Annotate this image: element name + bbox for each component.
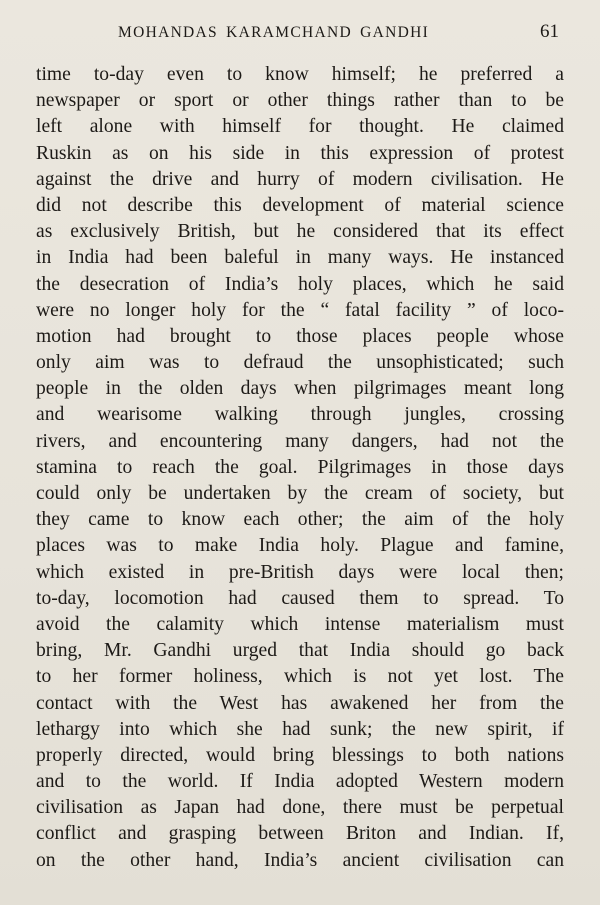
text-line: could only be undertaken by the cream of society, but: [36, 483, 564, 504]
text-line: motion had brought to those places people whose: [36, 325, 564, 347]
text-line: stamina to reach the goal. Pilgrimages in those days: [36, 456, 564, 478]
text-line: against the drive and hurry of modern civilisation. He: [36, 168, 564, 190]
text-line: to her former holiness, which is not yet lost. The: [36, 666, 564, 688]
text-line: time to-day even to know himself; he preferred a: [36, 64, 564, 85]
text-line: and wearisome walking through jungles, crossing: [36, 404, 564, 426]
text-line: which existed in pre-British days were local then;: [36, 561, 564, 583]
text-line: did not describe this development of material science: [36, 194, 564, 216]
text-line: people in the olden days when pilgrimages meant long: [36, 378, 564, 400]
text-line: as exclusively British, but he considered that its effect: [36, 221, 564, 243]
text-line: left alone with himself for thought. He claimed: [36, 116, 564, 138]
page-header: [0, 18, 600, 48]
text-line: bring, Mr. Gandhi urged that India should go back: [36, 640, 564, 662]
text-line: rivers, and encountering many dangers, had not the: [36, 430, 564, 452]
text-line: avoid the calamity which intense materialism must: [36, 613, 564, 635]
page-number: 61: [540, 21, 559, 42]
text-line: on the other hand, India’s ancient civilisation can: [36, 849, 564, 871]
text-line: civilisation as Japan had done, there must be perpetual: [36, 797, 564, 819]
text-line: lethargy into which she had sunk; the new spirit, if: [36, 718, 564, 740]
text-line: they came to know each other; the aim of the holy: [36, 509, 564, 531]
text-line: contact with the West has awakened her from the: [36, 692, 564, 714]
running-title: MOHANDAS KARAMCHAND GANDHI: [118, 24, 430, 41]
text-line: properly directed, would bring blessings to both nations: [36, 744, 564, 766]
text-line: to-day, locomotion had caused them to spread. To: [36, 587, 564, 609]
text-line: only aim was to defraud the unsophisticated; such: [36, 352, 564, 374]
text-line: were no longer holy for the “ fatal facility ” of loco-: [36, 299, 564, 321]
body-text: [36, 62, 564, 874]
text-line: newspaper or sport or other things rather than to be: [36, 90, 564, 112]
text-line: conflict and grasping between Briton and Indian. If,: [36, 823, 564, 845]
text-line: and to the world. If India adopted Western modern: [36, 771, 564, 793]
text-line: in India had been baleful in many ways. He instanced: [36, 247, 564, 269]
text-line: places was to make India holy. Plague and famine,: [36, 535, 564, 557]
text-line: Ruskin as on his side in this expression of protest: [36, 142, 564, 164]
text-line: the desecration of India’s holy places, which he said: [36, 273, 564, 295]
